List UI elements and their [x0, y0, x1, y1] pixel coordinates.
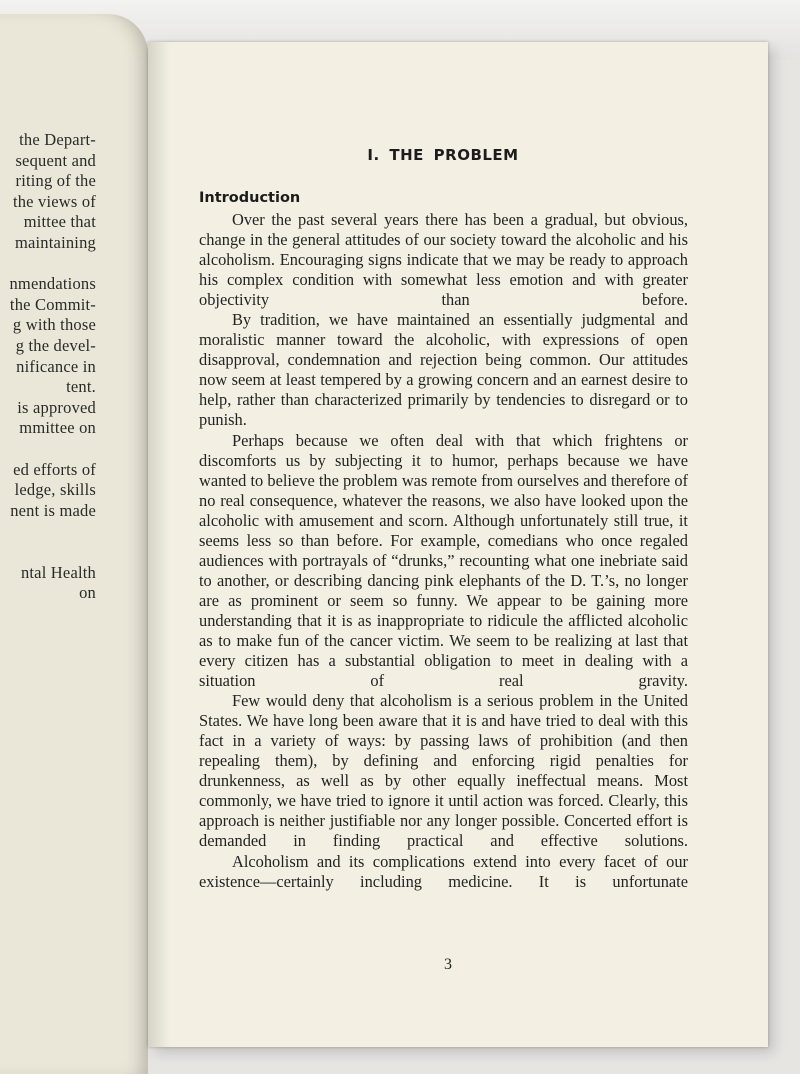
left-page-line: nent is made: [10, 500, 96, 520]
left-page-line: g with those: [12, 315, 96, 335]
paragraph: Few would deny that alcoholism is a serious problem in the United States. We have long been aware that it is and have tried to deal with this fact in a variety of ways: by passing laws of prohibition (and then repealing them), by defining and enforcing rigid penalties for drunkenness, as well as by other equally ineffectual means. Most commonly, we have tried to ignore it until action was forced. Clearly, this approach is neither justifiable nor any longer possible. Concerted effort is demanded in finding practical and effective solutions.: [199, 691, 688, 851]
left-page-line: the Depart-: [19, 130, 96, 149]
left-page: [0, 14, 148, 1074]
right-page: [148, 42, 768, 1047]
left-page-line: nmendations: [9, 274, 96, 294]
paragraph: Perhaps because we often deal with that which frightens or discomforts us by subjecting it to humor, perhaps because we have wanted to believe the problem was remote from ourselves and therefore of no real consequence, whatever the reasons, we also have looked upon the alcoholic with amusement and scorn. Although unfortunately still true, it seems less so than before. For example, comedians who once regaled audiences with portrayals of “drunks,” recounting what one inebriate said to another, or describing dancing pink elephants of the D. T.’s, no longer are as prominent or seem so funny. We appear to be gaining more understanding that it is as inappropriate to ridicule the afflicted alcoholic as to make fun of the cancer victim. We seem to be realizing at last that every citizen has a substantial obligation to meet in dealing with a situation of real gravity.: [199, 430, 688, 691]
left-page-line: mmittee on: [19, 418, 96, 438]
section-heading: I. THE PROBLEM: [367, 146, 519, 164]
page-gutter-shadow: [148, 42, 170, 1047]
left-page-line: maintaining: [14, 233, 96, 252]
paragraph: Over the past several years there has been a gradual, but obvious, change in the general attitudes of our society toward the alcoholic and his alcoholism. Encouraging signs indicate that we may be ready to approach his complex condition with somewhat less emotion and with greater objectivity than before.: [199, 210, 688, 310]
left-page-line: on: [79, 583, 96, 603]
left-page-line: riting of the: [15, 171, 96, 191]
left-page-line: nificance in: [16, 356, 96, 376]
paragraph: Alcoholism and its complications extend into every facet of our existence—certainly including medicine. It is unfortunate: [199, 851, 688, 891]
left-page-line: ed efforts of: [13, 459, 96, 479]
left-page-line: mittee that: [23, 212, 96, 232]
left-page-line: g the devel-: [15, 336, 96, 355]
section-subheading: Introduction: [199, 190, 301, 206]
body-text: [199, 210, 688, 892]
left-page-line: tent.: [66, 377, 96, 397]
left-page-line: ledge, skills: [14, 480, 96, 500]
left-page-line: the views of: [12, 191, 96, 211]
left-page-line: is approved: [17, 397, 96, 417]
left-page-line: the Commit-: [9, 294, 96, 314]
page-number: 3: [444, 956, 452, 973]
left-page-line: sequent and: [15, 150, 96, 170]
paragraph: By tradition, we have maintained an essentially judgmental and moralistic manner toward the alcoholic, with expressions of open disapproval, condemnation and rejection being common. Our attitudes now seem at least tempered by a growing concern and an earnest desire to help, rather than characterized primarily by tendencies to disregard or to punish.: [199, 310, 688, 430]
left-page-line: ntal Health: [20, 562, 96, 582]
